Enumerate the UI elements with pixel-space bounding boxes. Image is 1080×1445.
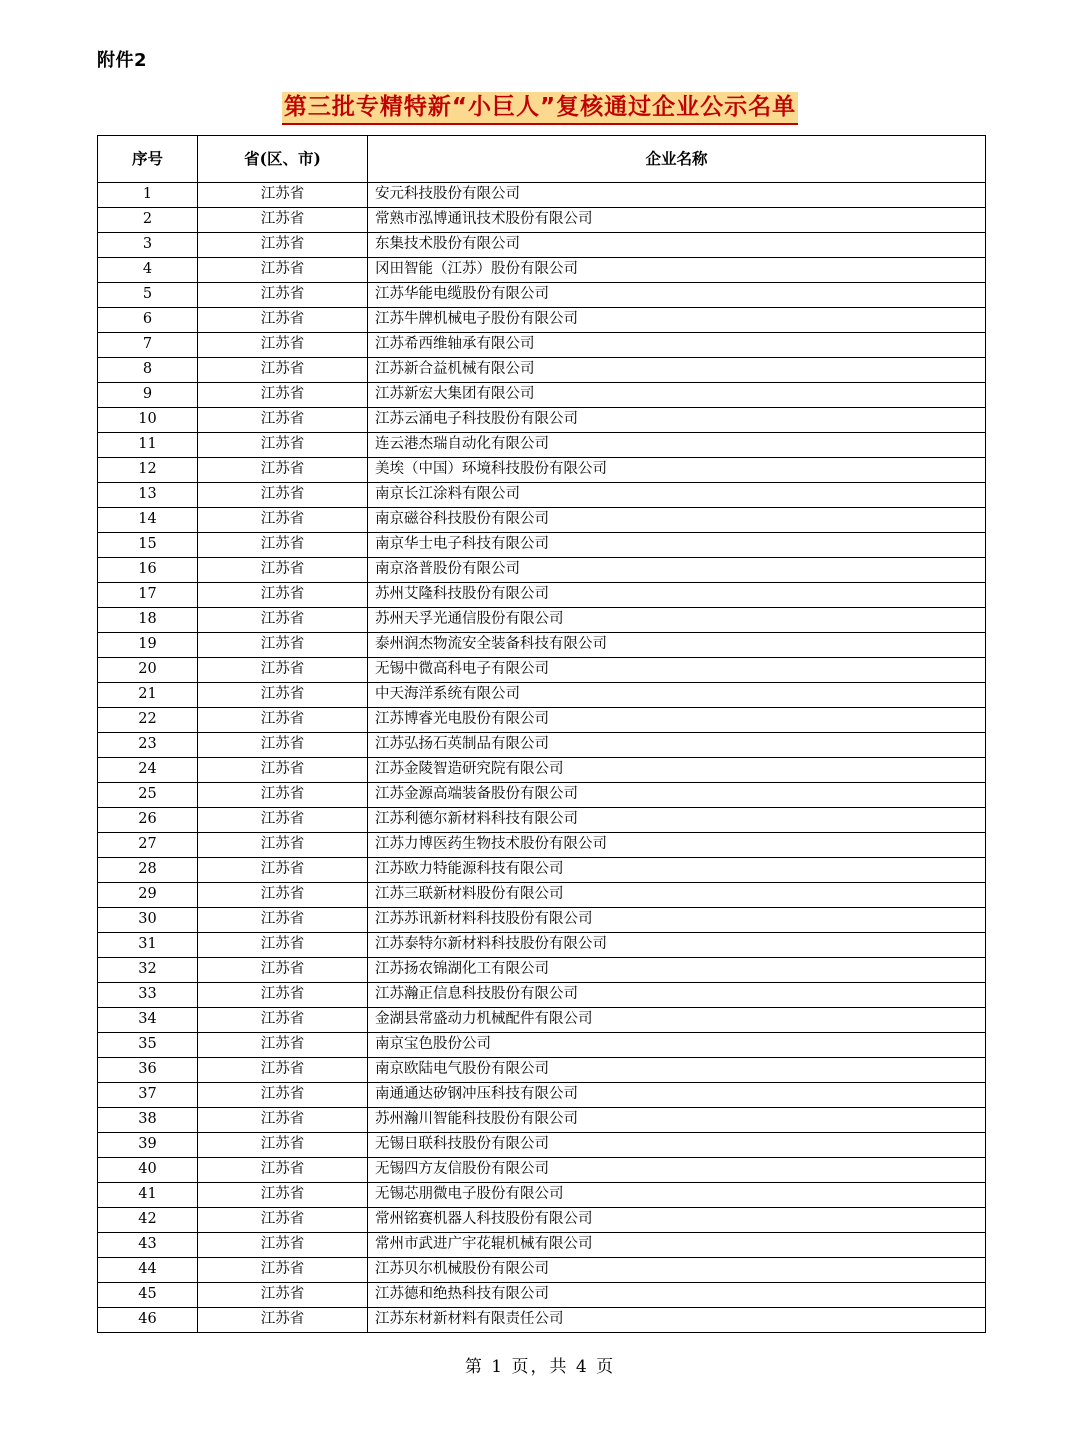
company-cell: 南京华士电子科技有限公司 [368,533,986,558]
company-cell: 江苏云涌电子科技股份有限公司 [368,408,986,433]
province-cell: 江苏省 [198,233,368,258]
serial-cell: 14 [98,508,198,533]
province-cell: 江苏省 [198,783,368,808]
table-row [98,1283,986,1308]
serial-cell: 29 [98,883,198,908]
company-cell: 江苏欧力特能源科技有限公司 [368,858,986,883]
table-row [98,358,986,383]
province-cell: 江苏省 [198,833,368,858]
province-cell: 江苏省 [198,1133,368,1158]
serial-cell: 21 [98,683,198,708]
province-cell: 江苏省 [198,933,368,958]
page-number-footer: 第 1 页，共 4 页 [464,1357,616,1377]
company-cell: 常州铭赛机器人科技股份有限公司 [368,1208,986,1233]
table-row [98,908,986,933]
serial-cell: 17 [98,583,198,608]
serial-cell: 23 [98,733,198,758]
serial-cell: 25 [98,783,198,808]
title-container [0,88,1080,121]
header-province: 省(区、市) [198,136,368,183]
company-table-body [98,183,986,1333]
company-cell: 江苏弘扬石英制品有限公司 [368,733,986,758]
province-cell: 江苏省 [198,558,368,583]
company-cell: 安元科技股份有限公司 [368,183,986,208]
province-cell: 江苏省 [198,1283,368,1308]
company-table-container [97,135,985,1333]
table-row [98,433,986,458]
province-cell: 江苏省 [198,1183,368,1208]
serial-cell: 33 [98,983,198,1008]
company-cell: 南京欧陆电气股份有限公司 [368,1058,986,1083]
company-cell: 江苏华能电缆股份有限公司 [368,283,986,308]
company-cell: 江苏金陵智造研究院有限公司 [368,758,986,783]
province-cell: 江苏省 [198,183,368,208]
table-row [98,1258,986,1283]
serial-cell: 16 [98,558,198,583]
table-row [98,183,986,208]
table-row [98,808,986,833]
serial-cell: 4 [98,258,198,283]
company-cell: 南京宝色股份公司 [368,1033,986,1058]
serial-cell: 3 [98,233,198,258]
serial-cell: 13 [98,483,198,508]
table-row [98,1183,986,1208]
province-cell: 江苏省 [198,1308,368,1333]
company-cell: 江苏利德尔新材料科技有限公司 [368,808,986,833]
serial-cell: 41 [98,1183,198,1208]
province-cell: 江苏省 [198,533,368,558]
table-row [98,483,986,508]
company-cell: 江苏希西维轴承有限公司 [368,333,986,358]
province-cell: 江苏省 [198,608,368,633]
province-cell: 江苏省 [198,958,368,983]
serial-cell: 45 [98,1283,198,1308]
province-cell: 江苏省 [198,1008,368,1033]
province-cell: 江苏省 [198,983,368,1008]
serial-cell: 40 [98,1158,198,1183]
company-cell: 南京长江涂料有限公司 [368,483,986,508]
province-cell: 江苏省 [198,683,368,708]
serial-cell: 43 [98,1233,198,1258]
table-row [98,258,986,283]
company-cell: 南通通达矽钢冲压科技有限公司 [368,1083,986,1108]
company-cell: 江苏三联新材料股份有限公司 [368,883,986,908]
serial-cell: 1 [98,183,198,208]
serial-cell: 46 [98,1308,198,1333]
serial-cell: 28 [98,858,198,883]
province-cell: 江苏省 [198,283,368,308]
serial-cell: 31 [98,933,198,958]
province-cell: 江苏省 [198,1083,368,1108]
serial-cell: 2 [98,208,198,233]
table-row [98,308,986,333]
table-row [98,1233,986,1258]
table-row [98,958,986,983]
province-cell: 江苏省 [198,1158,368,1183]
serial-cell: 35 [98,1033,198,1058]
province-cell: 江苏省 [198,633,368,658]
province-cell: 江苏省 [198,458,368,483]
serial-cell: 5 [98,283,198,308]
table-row [98,883,986,908]
header-serial: 序号 [98,136,198,183]
province-cell: 江苏省 [198,758,368,783]
table-row [98,608,986,633]
table-row [98,1133,986,1158]
attachment-label: 附件2 [97,50,148,71]
table-row [98,633,986,658]
province-cell: 江苏省 [198,733,368,758]
company-cell: 无锡芯朋微电子股份有限公司 [368,1183,986,1208]
serial-cell: 39 [98,1133,198,1158]
table-row [98,658,986,683]
table-row [98,1158,986,1183]
company-cell: 江苏金源高端装备股份有限公司 [368,783,986,808]
table-row [98,233,986,258]
table-row [98,933,986,958]
province-cell: 江苏省 [198,858,368,883]
company-cell: 江苏博睿光电股份有限公司 [368,708,986,733]
province-cell: 江苏省 [198,333,368,358]
province-cell: 江苏省 [198,1233,368,1258]
company-cell: 江苏力博医药生物技术股份有限公司 [368,833,986,858]
company-cell: 美埃（中国）环境科技股份有限公司 [368,458,986,483]
serial-cell: 18 [98,608,198,633]
company-cell: 江苏苏讯新材料科技股份有限公司 [368,908,986,933]
table-header [98,136,986,183]
company-cell: 江苏泰特尔新材料科技股份有限公司 [368,933,986,958]
company-cell: 常熟市泓博通讯技术股份有限公司 [368,208,986,233]
province-cell: 江苏省 [198,808,368,833]
table-header-row [98,136,986,183]
province-cell: 江苏省 [198,483,368,508]
serial-cell: 24 [98,758,198,783]
province-cell: 江苏省 [198,708,368,733]
table-row [98,333,986,358]
table-row [98,983,986,1008]
table-row [98,1058,986,1083]
table-row [98,508,986,533]
province-cell: 江苏省 [198,208,368,233]
table-row [98,408,986,433]
company-cell: 江苏新合益机械有限公司 [368,358,986,383]
table-row [98,458,986,483]
company-cell: 金湖县常盛动力机械配件有限公司 [368,1008,986,1033]
province-cell: 江苏省 [198,383,368,408]
company-cell: 江苏德和绝热科技有限公司 [368,1283,986,1308]
company-cell: 中天海洋系统有限公司 [368,683,986,708]
serial-cell: 6 [98,308,198,333]
province-cell: 江苏省 [198,658,368,683]
table-row [98,1308,986,1333]
company-cell: 江苏贝尔机械股份有限公司 [368,1258,986,1283]
table-row [98,283,986,308]
table-row [98,558,986,583]
company-cell: 连云港杰瑞自动化有限公司 [368,433,986,458]
province-cell: 江苏省 [198,433,368,458]
company-cell: 无锡四方友信股份有限公司 [368,1158,986,1183]
table-row [98,1108,986,1133]
company-cell: 江苏扬农锦湖化工有限公司 [368,958,986,983]
table-row [98,858,986,883]
company-table [97,135,986,1333]
serial-cell: 27 [98,833,198,858]
province-cell: 江苏省 [198,408,368,433]
serial-cell: 9 [98,383,198,408]
table-row [98,783,986,808]
table-row [98,758,986,783]
province-cell: 江苏省 [198,358,368,383]
serial-cell: 22 [98,708,198,733]
province-cell: 江苏省 [198,1108,368,1133]
serial-cell: 44 [98,1258,198,1283]
company-cell: 江苏瀚正信息科技股份有限公司 [368,983,986,1008]
table-row [98,1008,986,1033]
serial-cell: 37 [98,1083,198,1108]
company-cell: 南京洛普股份有限公司 [368,558,986,583]
serial-cell: 12 [98,458,198,483]
table-row [98,1208,986,1233]
serial-cell: 15 [98,533,198,558]
table-row [98,708,986,733]
table-row [98,583,986,608]
table-row [98,533,986,558]
province-cell: 江苏省 [198,258,368,283]
table-row [98,833,986,858]
province-cell: 江苏省 [198,883,368,908]
page-title: 第三批专精特新“小巨人”复核通过企业公示名单 [282,92,798,125]
serial-cell: 19 [98,633,198,658]
serial-cell: 20 [98,658,198,683]
table-row [98,733,986,758]
province-cell: 江苏省 [198,908,368,933]
header-company-name: 企业名称 [368,136,986,183]
serial-cell: 32 [98,958,198,983]
company-cell: 南京磁谷科技股份有限公司 [368,508,986,533]
table-row [98,208,986,233]
table-row [98,1033,986,1058]
company-cell: 苏州瀚川智能科技股份有限公司 [368,1108,986,1133]
serial-cell: 34 [98,1008,198,1033]
serial-cell: 38 [98,1108,198,1133]
company-cell: 苏州艾隆科技股份有限公司 [368,583,986,608]
company-cell: 江苏新宏大集团有限公司 [368,383,986,408]
company-cell: 苏州天孚光通信股份有限公司 [368,608,986,633]
company-cell: 泰州润杰物流安全装备科技有限公司 [368,633,986,658]
province-cell: 江苏省 [198,1033,368,1058]
serial-cell: 8 [98,358,198,383]
company-cell: 江苏东材新材料有限责任公司 [368,1308,986,1333]
company-cell: 常州市武进广宇花辊机械有限公司 [368,1233,986,1258]
province-cell: 江苏省 [198,308,368,333]
table-row [98,683,986,708]
serial-cell: 30 [98,908,198,933]
serial-cell: 26 [98,808,198,833]
company-cell: 无锡中微高科电子有限公司 [368,658,986,683]
table-row [98,1083,986,1108]
province-cell: 江苏省 [198,1058,368,1083]
serial-cell: 10 [98,408,198,433]
serial-cell: 11 [98,433,198,458]
province-cell: 江苏省 [198,508,368,533]
province-cell: 江苏省 [198,583,368,608]
company-cell: 江苏牛牌机械电子股份有限公司 [368,308,986,333]
serial-cell: 36 [98,1058,198,1083]
company-cell: 无锡日联科技股份有限公司 [368,1133,986,1158]
province-cell: 江苏省 [198,1258,368,1283]
serial-cell: 42 [98,1208,198,1233]
serial-cell: 7 [98,333,198,358]
table-row [98,383,986,408]
company-cell: 东集技术股份有限公司 [368,233,986,258]
province-cell: 江苏省 [198,1208,368,1233]
company-cell: 冈田智能（江苏）股份有限公司 [368,258,986,283]
